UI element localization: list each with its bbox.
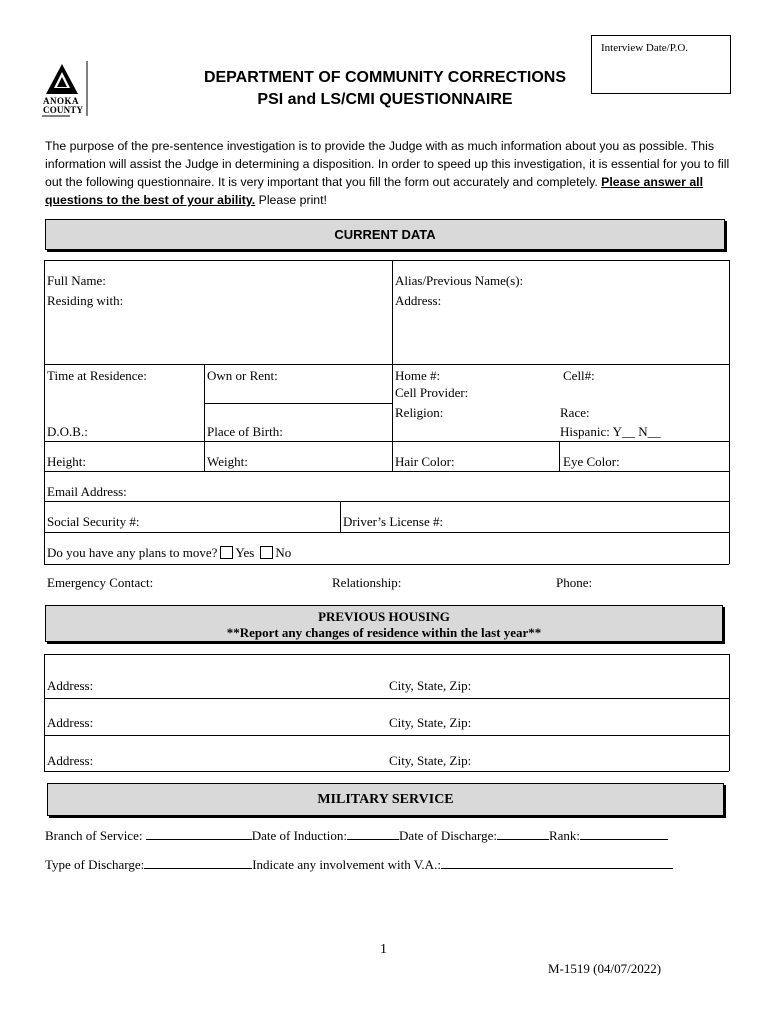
discharge-date-input[interactable] — [497, 827, 549, 840]
induction-input[interactable] — [347, 827, 399, 840]
logo-emblem-icon — [40, 60, 90, 118]
military-row-2 — [45, 856, 673, 873]
anoka-county-logo — [40, 60, 90, 118]
intro-emphasis: Please answer all questions to the best of your ability. — [45, 175, 704, 207]
own-or-rent-field[interactable]: Own or Rent: — [207, 368, 278, 383]
interview-date-label: Interview Date/P.O. — [601, 42, 689, 54]
residing-with-field[interactable]: Residing with: — [47, 293, 124, 308]
branch-input[interactable] — [146, 827, 252, 840]
email-field[interactable]: Email Address: — [47, 484, 127, 499]
move-yes-checkbox[interactable] — [220, 546, 233, 559]
move-no-checkbox[interactable] — [260, 546, 273, 559]
dob-field[interactable]: D.O.B.: — [47, 424, 88, 439]
prev-city-1[interactable]: City, State, Zip: — [389, 678, 472, 693]
branch-label: Branch of Service: — [45, 828, 143, 843]
relationship-field[interactable]: Relationship: — [332, 575, 402, 590]
move-no-label: No — [275, 545, 292, 560]
home-phone-field[interactable]: Home #: — [395, 368, 441, 383]
induction-label: Date of Induction: — [251, 828, 348, 843]
address-field[interactable]: Address: — [395, 293, 442, 308]
plans-to-move-label: Do you have any plans to move? — [47, 545, 218, 560]
va-label: Indicate any involvement with V.A.: — [252, 857, 441, 872]
move-yes-label: Yes — [235, 545, 255, 560]
current-data-heading: CURRENT DATA — [45, 219, 725, 250]
race-field[interactable]: Race: — [560, 405, 590, 420]
discharge-type-input[interactable] — [144, 856, 252, 869]
logo-text-bottom: COUNTY — [43, 105, 84, 115]
va-input[interactable] — [441, 856, 673, 869]
military-service-heading: MILITARY SERVICE — [47, 783, 724, 816]
rank-label: Rank: — [548, 828, 581, 843]
previous-housing-subtitle: **Report any changes of residence within the last year** — [226, 625, 542, 640]
form-subtitle: PSI and LS/CMI QUESTIONNAIRE — [257, 91, 513, 108]
emergency-contact-field[interactable]: Emergency Contact: — [47, 575, 154, 590]
weight-field[interactable]: Weight: — [207, 454, 248, 469]
prev-address-2[interactable]: Address: — [47, 715, 94, 730]
discharge-date-label: Date of Discharge: — [399, 828, 497, 843]
page-number: 1 — [380, 942, 387, 957]
alias-field[interactable]: Alias/Previous Name(s): — [395, 273, 524, 288]
form-title: DEPARTMENT OF COMMUNITY CORRECTIONS — [203, 69, 567, 86]
cell-phone-field[interactable]: Cell#: — [563, 368, 595, 383]
prev-city-2[interactable]: City, State, Zip: — [389, 715, 472, 730]
emergency-phone-field[interactable]: Phone: — [556, 575, 593, 590]
eye-color-field[interactable]: Eye Color: — [563, 454, 620, 469]
logo-text-top: ANOKA — [43, 96, 79, 106]
prev-address-1[interactable]: Address: — [47, 678, 94, 693]
previous-housing-heading — [45, 605, 723, 642]
military-row-1 — [45, 827, 668, 844]
prev-city-3[interactable]: City, State, Zip: — [389, 753, 472, 768]
prev-address-3[interactable]: Address: — [47, 753, 94, 768]
height-field[interactable]: Height: — [47, 454, 86, 469]
hispanic-field[interactable]: Hispanic: Y__ N__ — [560, 424, 661, 439]
drivers-license-field[interactable]: Driver’s License #: — [343, 514, 444, 529]
plans-to-move-row — [47, 545, 291, 561]
intro-text: The purpose of the pre-sentence investigation is to provide the Judge with as much information about you as possible. This information will assist the Judge in determining a disposition. In order to speed up this investigation, it is essential for you to fill out the following questionnaire. It is very important that you fill the form out accurately and completely. — [45, 139, 730, 189]
time-at-residence-field[interactable]: Time at Residence: — [47, 368, 147, 383]
form-id: M-1519 (04/07/2022) — [548, 961, 662, 976]
ssn-field[interactable]: Social Security #: — [47, 514, 140, 529]
intro-paragraph — [45, 137, 735, 209]
hair-color-field[interactable]: Hair Color: — [395, 454, 455, 469]
intro-tail: Please print! — [258, 193, 327, 207]
full-name-field[interactable]: Full Name: — [47, 273, 106, 288]
discharge-type-label: Type of Discharge: — [45, 857, 145, 872]
previous-housing-title: PREVIOUS HOUSING — [318, 609, 450, 624]
religion-field[interactable]: Religion: — [395, 405, 444, 420]
place-of-birth-field[interactable]: Place of Birth: — [207, 424, 283, 439]
rank-input[interactable] — [580, 827, 668, 840]
cell-provider-field[interactable]: Cell Provider: — [395, 385, 469, 400]
